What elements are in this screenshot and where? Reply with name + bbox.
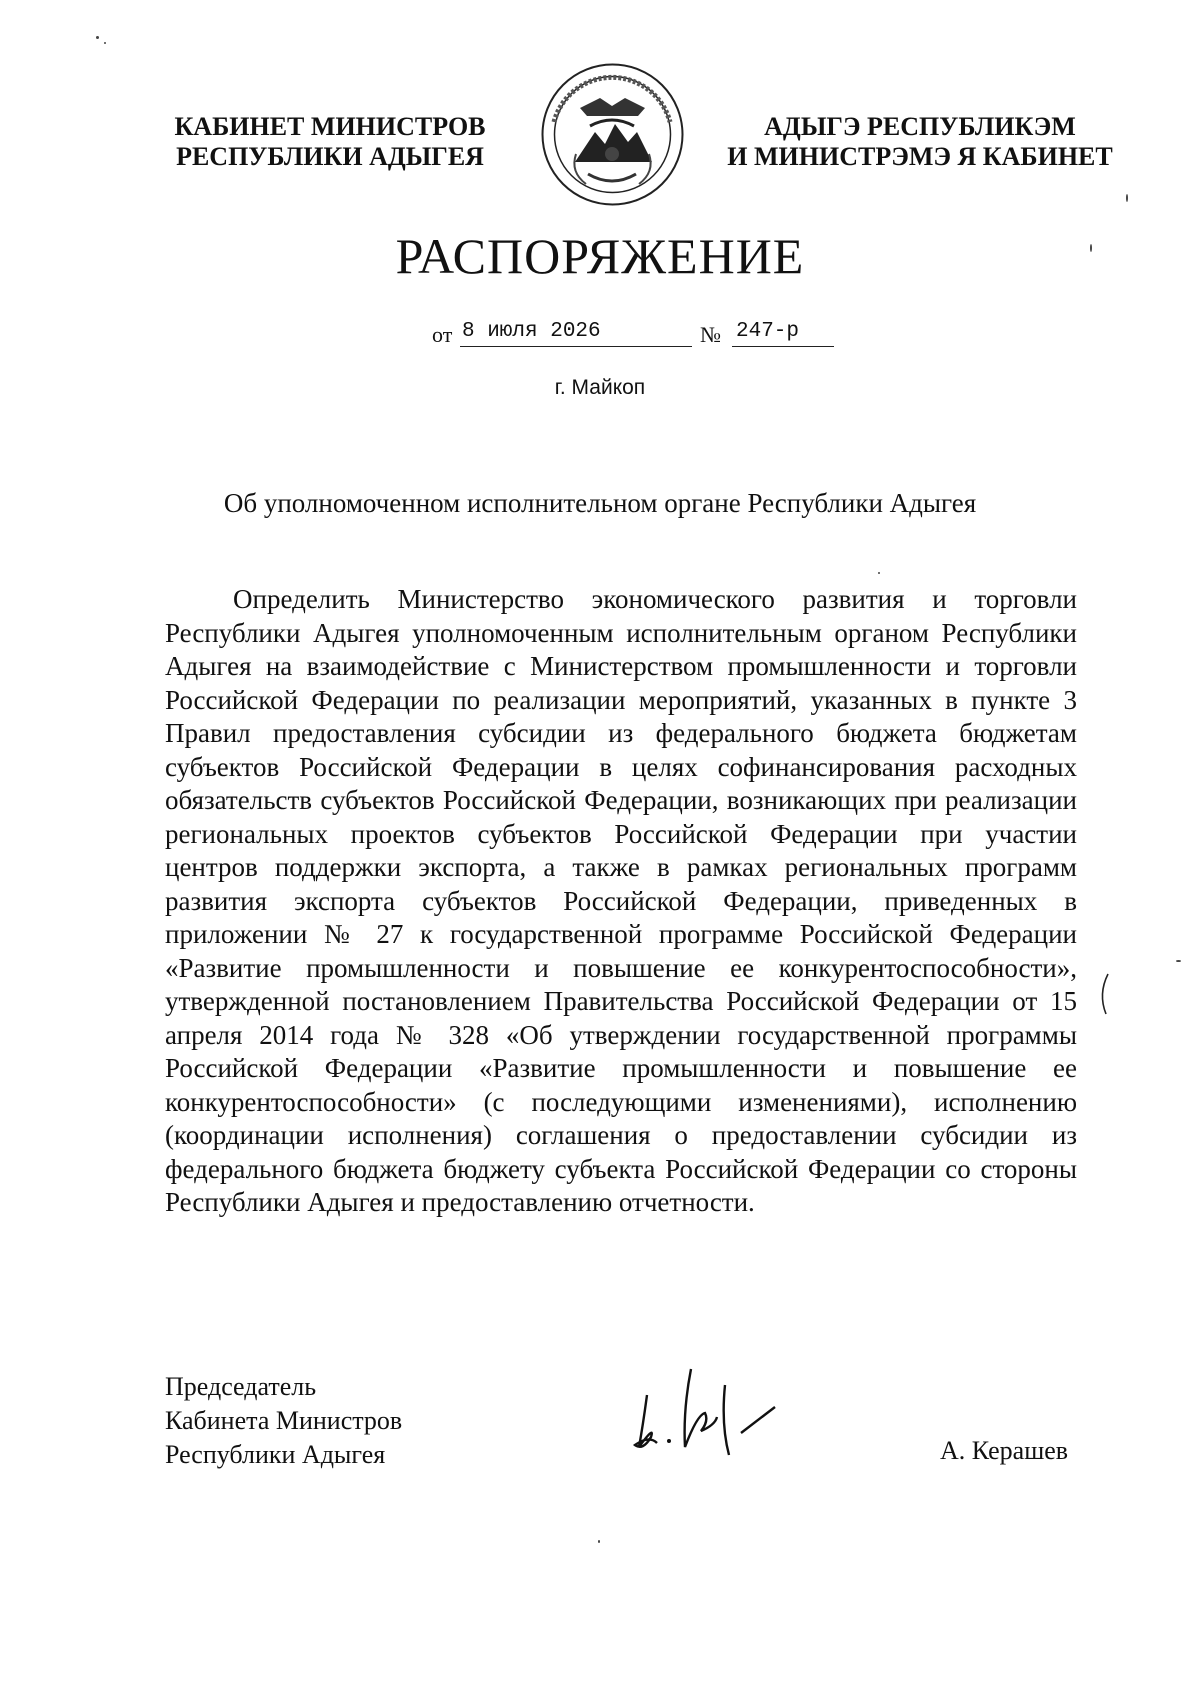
position-line-2: Кабинета Министров <box>165 1406 403 1435</box>
margin-mark <box>1096 972 1110 1016</box>
handwritten-signature-icon <box>625 1355 795 1465</box>
scan-speck <box>878 572 880 574</box>
scan-speck <box>1126 194 1128 202</box>
issuer-adyghe-line-1: АДЫГЭ РЕСПУБЛИКЭМ <box>764 112 1076 141</box>
number-label: № <box>700 322 721 347</box>
issuer-name-russian <box>150 112 510 172</box>
scan-speck <box>598 1540 600 1543</box>
issuer-line-1: КАБИНЕТ МИНИСТРОВ <box>174 112 486 141</box>
issuer-name-adyghe <box>720 112 1120 172</box>
number-value: 247-р <box>732 320 834 347</box>
document-body: Определить Министерство экономического развития и торговли Республики Адыгея уполномоченным исполнительным органом Республики Адыгея на взаимодействие с Министерством промышленности и торговли Российской Федерации по реализации мероприятий, указанных в пункте 3 Правил предоставления субсидии из федерального бюджета бюджетам субъектов Российской Федерации в целях софинансирования расходных обязательств субъектов Российской Федерации, возникающих при реализации региональных проектов субъектов Российской Федерации при участии центров поддержки экспорта, а также в рамках региональных программ развития экспорта субъектов Российской Федерации, приведенных в приложении № 27 к государственной программе Российской Федерации «Развитие промышленности и повышение ее конкурентоспособности», утвержденной постановлением Правительства Российской Федерации от 15 апреля 2014 года № 328 «Об утверждении государственной программы Российской Федерации «Развитие промышленности и повышение ее конкурентоспособности» (с последующими изменениями), исполнению (координации исполнения) соглашения о предоставлении субсидии из федерального бюджета бюджету субъекта Российской Федерации со стороны Республики Адыгея и предоставлению отчетности. <box>165 584 1077 1217</box>
document-subject: Об уполномоченном исполнительном органе Республики Адыгея <box>223 488 977 518</box>
scan-speck <box>96 36 99 39</box>
city: г. Майкоп <box>554 376 646 399</box>
scan-speck <box>1176 960 1181 962</box>
scan-speck <box>104 42 106 44</box>
issuer-adyghe-line-2: И МИНИСТРЭМЭ Я КАБИНЕТ <box>727 142 1113 171</box>
coat-of-arms-icon <box>540 62 685 207</box>
scan-speck <box>1090 244 1092 252</box>
signatory-name: А. Керашев <box>940 1436 1069 1465</box>
issuer-line-2: РЕСПУБЛИКИ АДЫГЕЯ <box>176 142 484 171</box>
date-value: 8 июля 2026 <box>460 320 692 347</box>
position-line-1: Председатель <box>165 1372 317 1401</box>
position-line-3: Республики Адыгея <box>165 1440 386 1469</box>
document-date-number <box>0 318 1200 348</box>
document-title: РАСПОРЯЖЕНИЕ <box>395 228 805 284</box>
signatory-position <box>165 1370 402 1472</box>
date-label: от <box>432 322 453 347</box>
